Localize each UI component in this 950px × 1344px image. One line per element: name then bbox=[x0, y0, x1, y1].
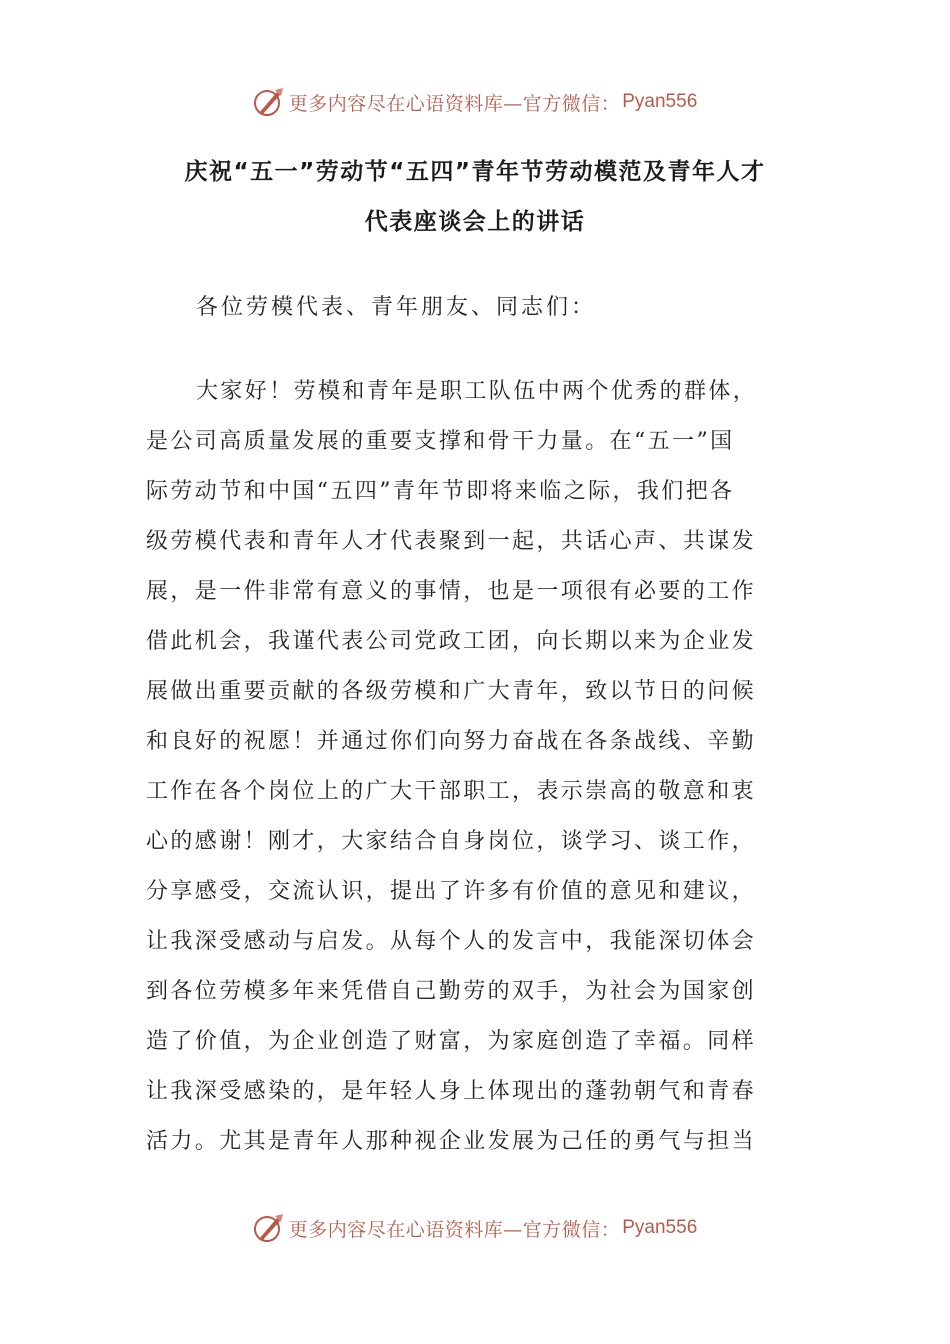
body-line: 造了价值，为企业创造了财富，为家庭创造了幸福。同样 bbox=[146, 1029, 757, 1054]
quill-logo-icon bbox=[253, 1212, 285, 1244]
watermark-handle: Pyan556 bbox=[622, 1217, 698, 1238]
body-line: 借此机会，我谨代表公司党政工团，向长期以来为企业发 bbox=[146, 629, 757, 654]
body-line: 际劳动节和中国“五四”青年节即将来临之际，我们把各 bbox=[146, 479, 735, 504]
footer-watermark bbox=[0, 1208, 950, 1248]
watermark-text: 更多内容尽在心语资料库—官方微信： bbox=[288, 1218, 621, 1241]
body-line: 展做出重要贡献的各级劳模和广大青年，致以节日的问候 bbox=[146, 679, 757, 704]
document-title-line-2: 代表座谈会上的讲话 bbox=[364, 209, 586, 235]
body-line: 和良好的祝愿！并通过你们向努力奋战在各条战线、辛勤 bbox=[146, 729, 757, 754]
body-line: 活力。尤其是青年人那种视企业发展为己任的勇气与担当 bbox=[146, 1129, 757, 1154]
header-watermark bbox=[0, 82, 950, 122]
body-line: 到各位劳模多年来凭借自己勤劳的双手，为社会为国家创 bbox=[146, 979, 757, 1004]
watermark-handle: Pyan556 bbox=[622, 91, 698, 112]
quill-logo-icon bbox=[253, 86, 285, 118]
body-line: 展，是一件非常有意义的事情，也是一项很有必要的工作 bbox=[146, 579, 757, 604]
body-line: 工作在各个岗位上的广大干部职工，表示崇高的敬意和衷 bbox=[146, 779, 757, 804]
salutation: 各位劳模代表、青年朋友、同志们： bbox=[196, 295, 597, 320]
document-title-line-1: 庆祝“五一”劳动节“五四”青年节劳动模范及青年人才 bbox=[184, 159, 766, 185]
body-line: 让我深受感动与启发。从每个人的发言中，我能深切体会 bbox=[146, 929, 757, 954]
body-line: 分享感受，交流认识，提出了许多有价值的意见和建议， bbox=[146, 879, 757, 904]
body-line: 让我深受感染的，是年轻人身上体现出的蓬勃朝气和青春 bbox=[146, 1079, 757, 1104]
body-text bbox=[146, 372, 806, 1172]
body-line: 心的感谢！刚才，大家结合自身岗位，谈学习、谈工作， bbox=[146, 829, 757, 854]
body-line: 大家好！劳模和青年是职工队伍中两个优秀的群体， bbox=[196, 379, 758, 404]
body-line: 是公司高质量发展的重要支撑和骨干力量。在“五一”国 bbox=[146, 429, 735, 454]
body-line: 级劳模代表和青年人才代表聚到一起，共话心声、共谋发 bbox=[146, 529, 757, 554]
watermark-text: 更多内容尽在心语资料库—官方微信： bbox=[288, 92, 621, 115]
